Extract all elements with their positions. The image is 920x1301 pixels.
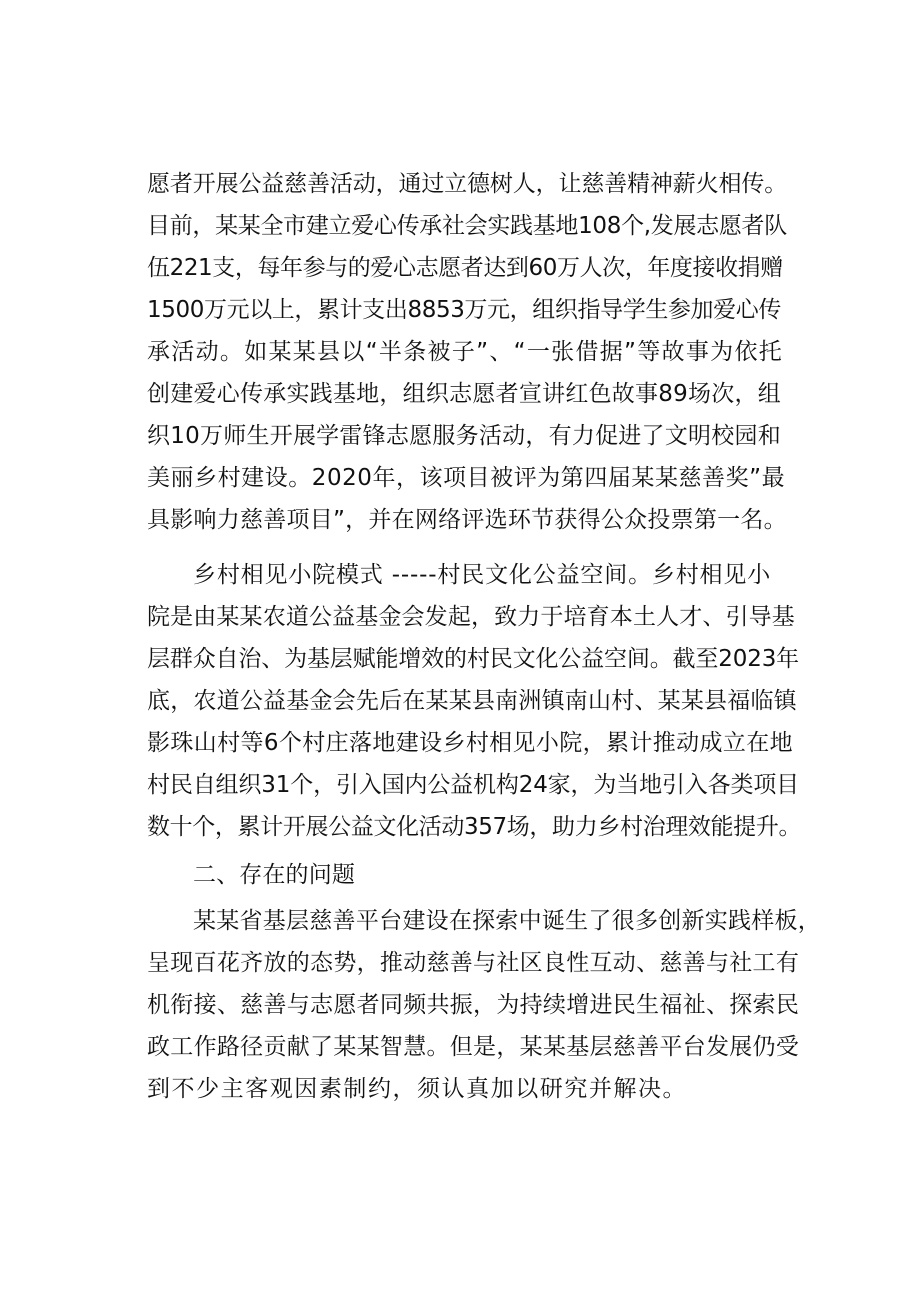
line-text: 织10万师生开展学雷锋志愿服务活动，有力促进了文明校园和 (147, 423, 781, 449)
text-line (0, 681, 920, 721)
text-line (0, 500, 920, 540)
text-line (0, 985, 920, 1025)
line-text: 影珠山村等6个村庄落地建设乡村相见小院，累计推动成立在地 (147, 730, 793, 756)
line-text: 创建爱心传承实践基地，组织志愿者宣讲红色故事89场次，组 (147, 381, 781, 407)
section-heading (0, 855, 920, 895)
text-line (0, 290, 920, 330)
text-line (0, 901, 920, 941)
line-text: 到不少主客观因素制约，须认真加以研究并解决。 (147, 1076, 688, 1102)
line-text: 乡村相见小院模式 -----村民文化公益空间。乡村相见小 (193, 562, 772, 588)
line-text: 政工作路径贡献了某某智慧。但是，某某基层慈善平台发展仍受 (147, 1034, 800, 1060)
text-line (0, 597, 920, 637)
line-text: 美丽乡村建设。2020年，该项目被评为第四届某某慈善奖”最 (147, 465, 786, 491)
text-line (0, 723, 920, 763)
line-text: 层群众自治、为基层赋能增效的村民文化公益空间。截至2023年 (147, 646, 800, 672)
line-text: 伍221支，每年参与的爱心志愿者达到60万人次，年度接收捐赠 (147, 255, 783, 281)
line-text: 1500万元以上，累计支出8853万元，组织指导学生参加爱心传 (147, 297, 781, 323)
line-text: 目前，某某全市建立爱心传承社会实践基地108个,发展志愿者队 (147, 213, 787, 239)
text-line (0, 765, 920, 805)
line-text: 机衔接、慈善与志愿者同频共振，为持续增进民生福祉、探索民 (147, 992, 800, 1018)
line-text: 愿者开展公益慈善活动，通过立德树人，让慈善精神薪火相传。 (147, 171, 788, 197)
line-text: 底，农道公益基金会先后在某某县南洲镇南山村、某某县福临镇 (147, 688, 797, 714)
text-line (0, 332, 920, 372)
line-text: 二、存在的问题 (193, 862, 355, 888)
line-text: 院是由某某农道公益基金会发起，致力于培育本土人才、引导基 (147, 604, 795, 630)
line-text: 具影响力慈善项目”，并在网络评选环节获得公众投票第一名。 (147, 507, 787, 533)
line-text: 数十个，累计开展公益文化活动357场，助力乡村治理效能提升。 (147, 814, 802, 840)
line-text: 村民自组织31个，引入国内公益机构24家，为当地引入各类项目 (147, 772, 800, 798)
text-line (0, 374, 920, 414)
line-text: 某某省基层慈善平台建设在探索中诞生了很多创新实践样板， (193, 908, 822, 934)
text-line (0, 555, 920, 595)
line-text: 承活动。如某某县以“半条被子”、“一张借据”等故事为依托 (147, 339, 784, 365)
text-line (0, 1069, 920, 1109)
text-line (0, 248, 920, 288)
text-line (0, 807, 920, 847)
text-line (0, 416, 920, 456)
text-line (0, 164, 920, 204)
text-line (0, 206, 920, 246)
text-line (0, 943, 920, 983)
text-line (0, 458, 920, 498)
line-text: 呈现百花齐放的态势，推动慈善与社区良性互动、慈善与社工有 (147, 950, 800, 976)
text-line (0, 639, 920, 679)
text-line (0, 1027, 920, 1067)
